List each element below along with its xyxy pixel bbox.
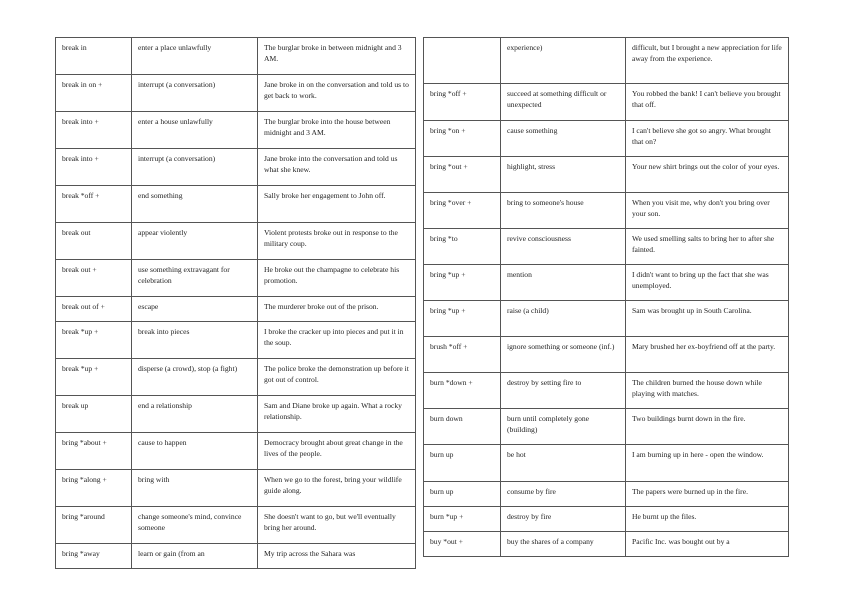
example-cell: I broke the cracker up into pieces and put it in the soup. [258, 322, 416, 359]
example-cell: He burnt up the files. [626, 507, 789, 532]
table-row [424, 409, 789, 445]
verb-cell: bring *off + [424, 84, 501, 121]
meaning-cell: change someone's mind, convince someone [132, 507, 258, 544]
verb-cell: bring *over + [424, 193, 501, 229]
example-cell: My trip across the Sahara was [258, 544, 416, 569]
phrasal-verbs-table-left [55, 37, 416, 569]
example-cell: Two buildings burnt down in the fire. [626, 409, 789, 445]
table-row [56, 260, 416, 297]
table-row [424, 373, 789, 409]
table-row [56, 223, 416, 260]
example-cell: He broke out the champagne to celebrate his promotion. [258, 260, 416, 297]
example-cell: When you visit me, why don't you bring over your son. [626, 193, 789, 229]
verb-cell: break out + [56, 260, 132, 297]
example-cell: You robbed the bank! I can't believe you brought that off. [626, 84, 789, 121]
verb-cell: bring *away [56, 544, 132, 569]
verb-cell: burn up [424, 445, 501, 482]
example-cell: I didn't want to bring up the fact that she was unemployed. [626, 265, 789, 301]
verb-cell: break out of + [56, 297, 132, 322]
table-row [56, 75, 416, 112]
verb-cell: break up [56, 396, 132, 433]
example-cell: Sally broke her engagement to John off. [258, 186, 416, 223]
table-row [56, 297, 416, 322]
example-cell: Sam was brought up in South Carolina. [626, 301, 789, 337]
meaning-cell: be hot [501, 445, 626, 482]
verb-cell: bring *up + [424, 301, 501, 337]
table-row [56, 186, 416, 223]
verb-cell: bring *on + [424, 121, 501, 157]
table-row [424, 157, 789, 193]
verb-cell [424, 38, 501, 84]
meaning-cell: burn until completely gone (building) [501, 409, 626, 445]
meaning-cell: consume by fire [501, 482, 626, 507]
table-row [56, 149, 416, 186]
meaning-cell: interrupt (a conversation) [132, 75, 258, 112]
table-row [56, 433, 416, 470]
table-row [424, 121, 789, 157]
verb-cell: break *up + [56, 322, 132, 359]
meaning-cell: experience) [501, 38, 626, 84]
verb-cell: break in on + [56, 75, 132, 112]
table-row [424, 301, 789, 337]
example-cell: We used smelling salts to bring her to after she fainted. [626, 229, 789, 265]
table-row [424, 507, 789, 532]
example-cell: She doesn't want to go, but we'll eventually bring her around. [258, 507, 416, 544]
meaning-cell: raise (a child) [501, 301, 626, 337]
verb-cell: break *up + [56, 359, 132, 396]
meaning-cell: appear violently [132, 223, 258, 260]
table-row [424, 337, 789, 373]
table-row [424, 532, 789, 557]
verb-cell: buy *out + [424, 532, 501, 557]
table-row [424, 84, 789, 121]
meaning-cell: enter a place unlawfully [132, 38, 258, 75]
example-cell: The murderer broke out of the prison. [258, 297, 416, 322]
example-cell: When we go to the forest, bring your wildlife guide along. [258, 470, 416, 507]
meaning-cell: destroy by fire [501, 507, 626, 532]
verb-cell: bring *about + [56, 433, 132, 470]
table-row [56, 359, 416, 396]
meaning-cell: highlight, stress [501, 157, 626, 193]
table-row [56, 396, 416, 433]
verb-cell: break into + [56, 149, 132, 186]
example-cell: Your new shirt brings out the color of your eyes. [626, 157, 789, 193]
table-row [424, 265, 789, 301]
meaning-cell: break into pieces [132, 322, 258, 359]
meaning-cell: end something [132, 186, 258, 223]
verb-cell: break *off + [56, 186, 132, 223]
meaning-cell: cause to happen [132, 433, 258, 470]
example-cell: I am burning up in here - open the window. [626, 445, 789, 482]
meaning-cell: bring with [132, 470, 258, 507]
example-cell: Democracy brought about great change in the lives of the people. [258, 433, 416, 470]
table-row [56, 322, 416, 359]
meaning-cell: mention [501, 265, 626, 301]
meaning-cell: escape [132, 297, 258, 322]
table-row [56, 38, 416, 75]
verb-cell: bring *to [424, 229, 501, 265]
verb-cell: bring *out + [424, 157, 501, 193]
table-row [424, 229, 789, 265]
example-cell: The papers were burned up in the fire. [626, 482, 789, 507]
verb-cell: burn up [424, 482, 501, 507]
meaning-cell: ignore something or someone (inf.) [501, 337, 626, 373]
meaning-cell: interrupt (a conversation) [132, 149, 258, 186]
phrasal-verbs-table-right [423, 37, 789, 557]
example-cell: Jane broke into the conversation and told us what she knew. [258, 149, 416, 186]
verb-cell: break in [56, 38, 132, 75]
meaning-cell: cause something [501, 121, 626, 157]
verb-cell: bring *along + [56, 470, 132, 507]
example-cell: Pacific Inc. was bought out by a [626, 532, 789, 557]
example-cell: The burglar broke into the house between midnight and 3 AM. [258, 112, 416, 149]
example-cell: Jane broke in on the conversation and told us to get back to work. [258, 75, 416, 112]
table-row [56, 544, 416, 569]
meaning-cell: bring to someone's house [501, 193, 626, 229]
example-cell: The children burned the house down while playing with matches. [626, 373, 789, 409]
table-row [424, 38, 789, 84]
example-cell: Sam and Diane broke up again. What a rocky relationship. [258, 396, 416, 433]
verb-cell: break out [56, 223, 132, 260]
table-row [56, 112, 416, 149]
example-cell: The police broke the demonstration up before it got out of control. [258, 359, 416, 396]
meaning-cell: succeed at something difficult or unexpected [501, 84, 626, 121]
verb-cell: brush *off + [424, 337, 501, 373]
table-row [424, 445, 789, 482]
verb-cell: burn *down + [424, 373, 501, 409]
table-row [56, 507, 416, 544]
meaning-cell: enter a house unlawfully [132, 112, 258, 149]
example-cell: difficult, but I brought a new appreciation for life away from the experience. [626, 38, 789, 84]
meaning-cell: destroy by setting fire to [501, 373, 626, 409]
verb-cell: burn down [424, 409, 501, 445]
example-cell: I can't believe she got so angry. What brought that on? [626, 121, 789, 157]
meaning-cell: buy the shares of a company [501, 532, 626, 557]
table-row [424, 193, 789, 229]
meaning-cell: disperse (a crowd), stop (a fight) [132, 359, 258, 396]
example-cell: Violent protests broke out in response to the military coup. [258, 223, 416, 260]
example-cell: The burglar broke in between midnight and 3 AM. [258, 38, 416, 75]
verb-cell: bring *around [56, 507, 132, 544]
verb-cell: burn *up + [424, 507, 501, 532]
table-row [56, 470, 416, 507]
table-row [424, 482, 789, 507]
meaning-cell: revive consciousness [501, 229, 626, 265]
meaning-cell: end a relationship [132, 396, 258, 433]
meaning-cell: use something extravagant for celebration [132, 260, 258, 297]
example-cell: Mary brushed her ex-boyfriend off at the party. [626, 337, 789, 373]
meaning-cell: learn or gain (from an [132, 544, 258, 569]
verb-cell: bring *up + [424, 265, 501, 301]
verb-cell: break into + [56, 112, 132, 149]
